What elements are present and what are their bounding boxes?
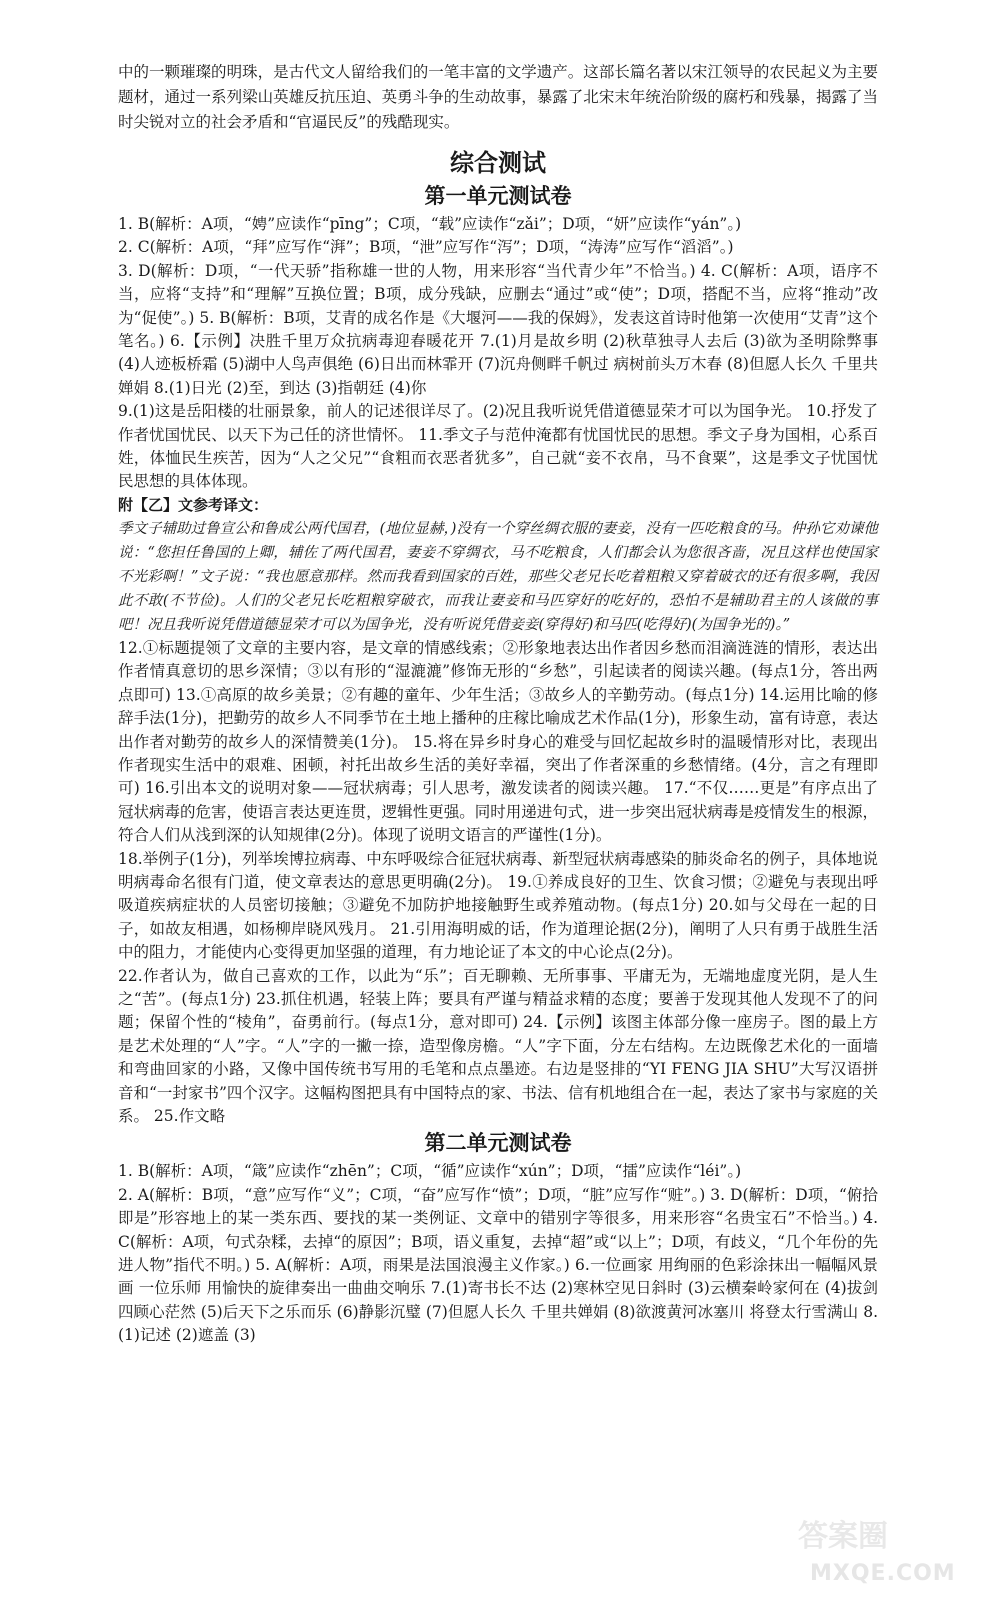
unit2-title: 第二单元测试卷	[424, 1131, 572, 1156]
watermark-logo-text: 答案圈	[798, 1519, 888, 1554]
unit1-answer-2: 2. C(解析：A项，“拜”应写作“湃”；B项，“泄”应写作“泻”；D项，“涛涛”应写作“滔滔”。)	[118, 238, 734, 257]
unit1-answers-22-25: 22.作者认为，做自己喜欢的工作，以此为“乐”；百无聊赖、无所事事、平庸无为，无端地虚度光阴，是人生之“苦”。(每点1分) 23.抓住机遇，轻装上阵；要具有严谨与精益求精的态度；要善于发现其他人发现不了的问题；保留个性的“棱角”，奋勇前行。(每点1分，意对即可) 24.【示例】该图主体部分像一座房子。图的最上方是艺术处理的“人”字。“人”字的一撇一捺，造型像房檐。“人”字下面，分左右结构。左边既像艺术化的一面墙和弯曲回家的小路，又像中国传统书写用的毛笔和点点墨迹。右边是竖排的“YI FENG JIA SHU”大写汉语拼音和“一封家书”四个汉字。这幅构图把具有中国特点的家、书法、信有机地组合在一起，表达了家书与家庭的关系。 25.作文略	[118, 966, 878, 1125]
page-title: 综合测试	[450, 149, 546, 177]
reference-translation: 季文子辅助过鲁宣公和鲁成公两代国君，(地位显赫，)没有一个穿丝绸衣服的妻妾，没有一匹吃粮食的马。仲孙它劝谏他说：“您担任鲁国的上卿，辅佐了两代国君，妻妾不穿绸衣，马不吃粮食，人们都会认为您很吝啬，况且这样也使国家不光彩啊！”文子说：“我也愿意那样。然而我看到国家的百姓，那些父老兄长吃着粗粮又穿着破衣的还有很多啊，我因此不敢(不节俭)。人们的父老兄长吃粗粮穿破衣，而我让妻妾和马匹穿好的吃好的，恐怕不是辅助君主的人该做的事吧！况且我听说凭借道德显荣才可以为国争光，没有听说凭借妾妾(穿得好)和马匹(吃得好)(为国争光的)。”	[118, 520, 878, 633]
answer-page	[118, 60, 878, 1348]
unit1-answers-3-8: 3. D(解析：D项，“一代天骄”指称雄一世的人物，用来形容“当代青少年”不恰当。) 4. C(解析：A项，语序不当，应将“支持”和“理解”互换位置；B项，成分残缺，应删去“通过”或“使”；D项，搭配不当，应将“推动”改为“促使”。) 5. B(解析：B项，艾青的成名作是《大堰河——我的保姆》，发表这首诗时他第一次使用“艾青”这个笔名。) 6.【示例】决胜千里万众抗病毒迎春暖花开 7.(1)月是故乡明 (2)秋草独寻人去后 (3)欲为圣明除弊事 (4)人迹板桥霜 (5)湖中人鸟声俱绝 (6)日出而林霏开 (7)沉舟侧畔千帆过 病树前头万木春 (8)但愿人长久 千里共婵娟 8.(1)日光 (2)至，到达 (3)指朝廷 (4)你	[118, 261, 878, 397]
unit1-answer-1: 1. B(解析：A项，“娉”应读作“pīng”；C项，“载”应读作“zǎi”；D项，“妍”应读作“yán”。)	[118, 215, 742, 233]
intro-paragraph: 中的一颗璀璨的明珠，是古代文人留给我们的一笔丰富的文学遗产。这部长篇名著以宋江领导的农民起义为主要题材，通过一系列梁山英雄反抗压迫、英勇斗争的生动故事，暴露了北宋末年统治阶级的腐朽和残暴，揭露了当时尖锐对立的社会矛盾和“官逼民反”的残酷现实。	[118, 63, 878, 131]
unit1-title: 第一单元测试卷	[424, 184, 572, 208]
watermark-url: MXQE.COM	[810, 1561, 956, 1586]
unit2-answer-1: 1. B(解析：A项，“箴”应读作“zhēn”；C项，“循”应读作“xún”；D项，“擂”应读作“léi”。)	[118, 1162, 742, 1181]
unit2-answers-2-8: 2. A(解析：B项，“意”应写作“义”；C项，“奋”应写作“愤”；D项，“脏”应写作“赃”。) 3. D(解析：D项，“俯拾即是”形容地上的某一类东西、要找的某一类例证、文章中的错别字等很多，用来形容“名贵宝石”不恰当。) 4. C(解析：A项，句式杂糅，去掉“的原因”；B项，语义重复，去掉“超”或“以上”；D项，有歧义，“几个年份的先进人物”指代不明。) 5. A(解析：A项，雨果是法国浪漫主义作家。) 6.一位画家 用绚丽的色彩涂抹出一幅幅风景画 一位乐师 用愉快的旋律奏出一曲曲交响乐 7.(1)寄书长不达 (2)寒林空见日斜时 (3)云横秦岭家何在 (4)拔剑四顾心茫然 (5)后天下之乐而乐 (6)静影沉璧 (7)但愿人长久 千里共婵娟 (8)欲渡黄河冰塞川 将登太行雪满山 8.(1)记述 (2)遮盖 (3)	[118, 1185, 878, 1345]
unit1-answers-12-17: 12.①标题提领了文章的主要内容，是文章的情感线索；②形象地表达出作者因乡愁而泪滴涟涟的情形，表达出作者情真意切的思乡深情；③以有形的“湿漉漉”修饰无形的“乡愁”，引起读者的阅读兴趣。(每点1分，答出两点即可) 13.①高原的故乡美景；②有趣的童年、少年生活；③故乡人的辛勤劳动。(每点1分) 14.运用比喻的修辞手法(1分)，把勤劳的故乡人不同季节在土地上播种的庄稼比喻成艺术作品(1分)，形象生动，富有诗意，表达出作者对勤劳的故乡人的深情赞美(1分)。 15.将在异乡时身心的难受与回忆起故乡时的温暖情形对比，表现出作者现实生活中的艰难、困顿，衬托出故乡生活的美好幸福，突出了作者深重的乡愁情绪。(4分，言之有理即可) 16.引出本文的说明对象——冠状病毒；引人思考，激发读者的阅读兴趣。 17.“不仅……更是”有序点出了冠状病毒的危害，使语言表达更连贯，逻辑性更强。同时用递进句式，进一步突出冠状病毒是疫情发生的根源，符合人们从浅到深的认知规律(2分)。体现了说明文语言的严谨性(1分)。	[118, 638, 878, 845]
unit1-answers-9-11: 9.(1)这是岳阳楼的壮丽景象，前人的记述很详尽了。(2)况且我听说凭借道德显荣才可以为国争光。 10.抒发了作者忧国忧民、以天下为己任的济世情怀。 11.季文子与范仲淹都有忧国忧民的思想。季文子身为国相，心系百姓，体恤民生疾苦，因为“人之父兄”“食粗而衣恶者犹多”，自己就“妾不衣帛，马不食粟”，这是季文子忧国忧民思想的具体体现。	[118, 402, 878, 491]
watermark-logo	[780, 1510, 980, 1590]
site-watermark	[780, 1510, 980, 1590]
appendix-heading: 附【乙】文参考译文：	[118, 495, 269, 514]
unit1-answers-18-21: 18.举例子(1分)，列举埃博拉病毒、中东呼吸综合征冠状病毒、新型冠状病毒感染的肺炎命名的例子，具体地说明病毒命名很有门道，使文章表达的意思更明确(2分)。 19.①养成良好的卫生、饮食习惯；②避免与表现出呼吸道疾病症状的人员密切接触；③避免不加防护地接触野生或养殖动物。(每点1分) 20.如与父母在一起的日子，如故友相遇，如杨柳岸晓风残月。 21.引用海明威的话，作为道理论据(2分)，阐明了人只有勇于战胜生活中的阻力，才能使内心变得更加坚强的道理，有力地论证了本文的中心论点(2分)。	[118, 849, 878, 962]
